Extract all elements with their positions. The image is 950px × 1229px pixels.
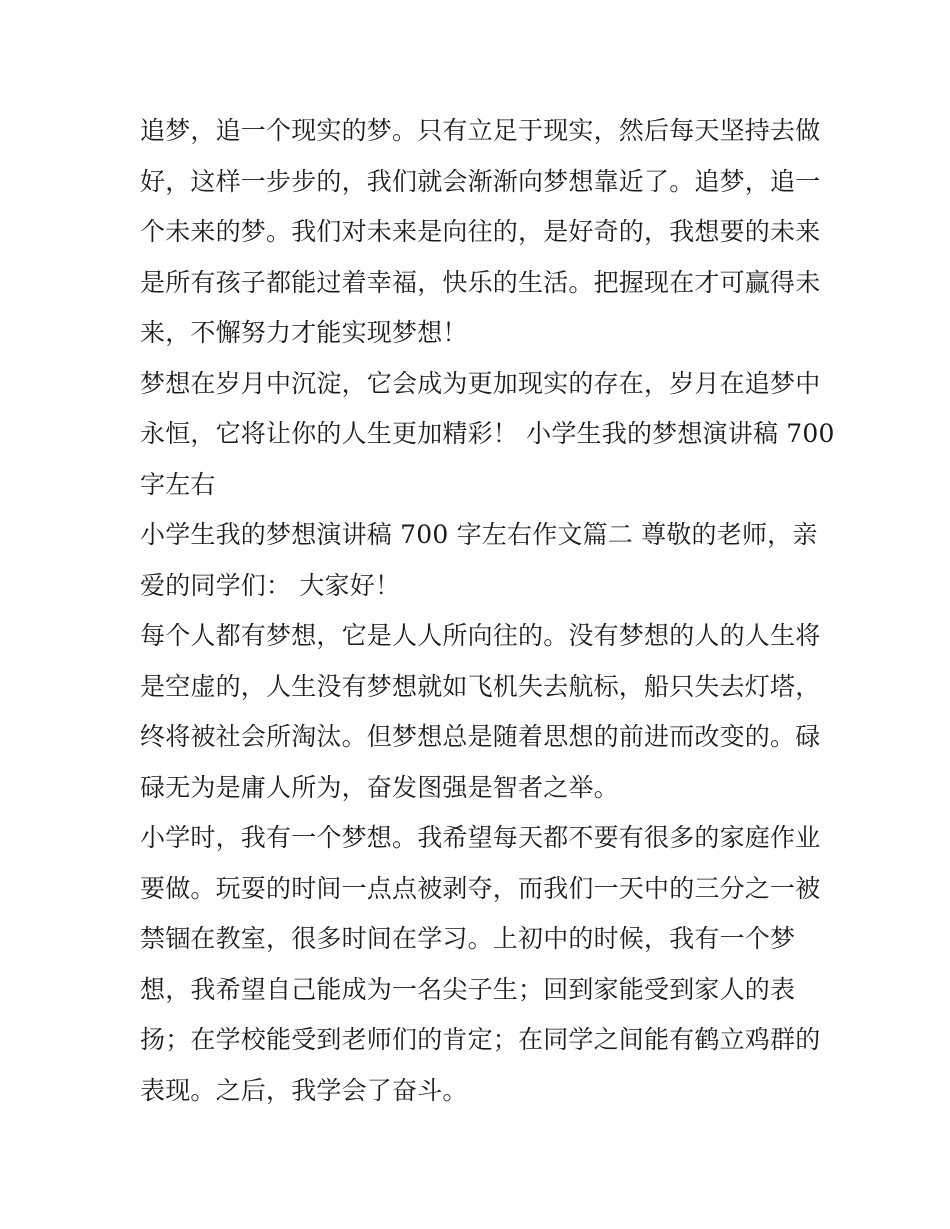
text-line: 好，这样一步步的，我们就会渐渐向梦想靠近了。追梦，追一 [140,166,821,196]
text-line: 小学生我的梦想演讲稿 700 字左右作文篇二 尊敬的老师，亲 [140,520,818,549]
text-line: 小学时，我有一个梦想。我希望每天都不要有很多的家庭作业 [140,823,821,852]
text-line: 永恒，它将让你的人生更加精彩！ 小学生我的梦想演讲稿 700 [140,419,835,448]
text-line: 要做。玩耍的时间一点点被剥夺，而我们一天中的三分之一被 [140,873,821,903]
text-line: 梦想在岁月中沉淀，它会成为更加现实的存在，岁月在追梦中 [140,368,821,398]
document-body [140,106,835,1116]
text-line: 爱的同学们： 大家好！ [140,570,401,600]
text-line: 追梦，追一个现实的梦。只有立足于现实，然后每天坚持去做 [140,116,821,145]
text-line: 来，不懈努力才能实现梦想！ [140,318,468,347]
text-line: 字左右 [140,469,216,499]
text-line: 每个人都有梦想，它是人人所向往的。没有梦想的人的人生将 [140,621,821,650]
text-line: 扬；在学校能受到老师们的肯定；在同学之间能有鹤立鸡群的 [140,1025,821,1054]
text-line: 是空虚的，人生没有梦想就如飞机失去航标，船只失去灯塔， [140,671,821,701]
text-line: 个未来的梦。我们对未来是向往的，是好奇的，我想要的未来 [140,217,821,246]
text-line: 是所有孩子都能过着幸福，快乐的生活。把握现在才可赢得未 [140,267,821,297]
text-line: 想，我希望自己能成为一名尖子生；回到家能受到家人的表 [140,974,796,1004]
text-line: 终将被社会所淘汰。但梦想总是随着思想的前进而改变的。碌 [140,722,821,751]
text-line: 禁锢在教室，很多时间在学习。上初中的时候，我有一个梦 [140,924,796,953]
text-line: 碌无为是庸人所为，奋发图强是智者之举。 [140,772,619,802]
text-line: 表现。之后，我学会了奋斗。 [140,1075,468,1105]
